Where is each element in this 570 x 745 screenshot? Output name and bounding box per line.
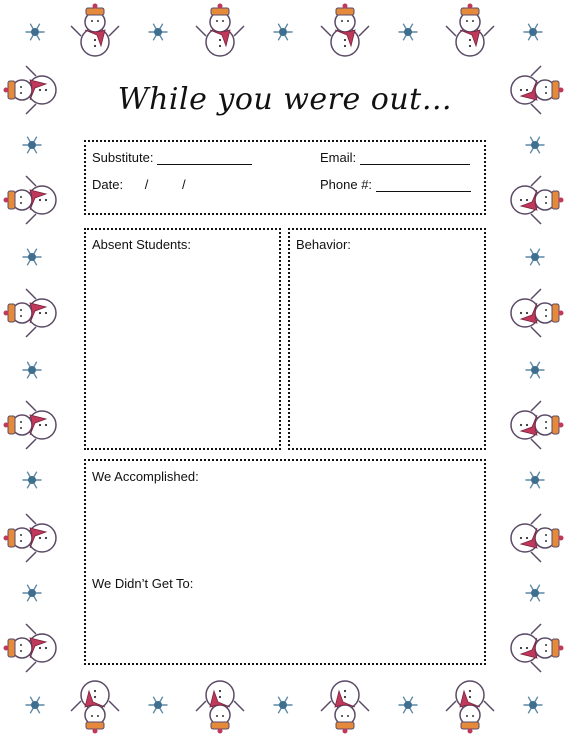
- email-label: Email:: [320, 150, 357, 165]
- date-separator: /: [181, 177, 186, 192]
- didnt-get-to-label: We Didn’t Get To:: [92, 576, 194, 591]
- snowman-icon: [446, 681, 494, 734]
- snowman-icon: [4, 514, 57, 562]
- phone-label: Phone #:: [320, 177, 373, 192]
- snowman-icon: [71, 681, 119, 734]
- date-separator: /: [144, 177, 149, 192]
- snowflake-icon: [526, 362, 544, 378]
- snowflake-icon: [524, 24, 542, 40]
- snowflake-icon: [23, 472, 41, 488]
- snowflake-icon: [399, 697, 417, 713]
- snowman-icon: [511, 66, 564, 114]
- snowman-icon: [4, 401, 57, 449]
- snowman-icon: [321, 681, 369, 734]
- snowflake-icon: [23, 249, 41, 265]
- snowman-icon: [71, 4, 119, 57]
- snowman-icon: [511, 176, 564, 224]
- snowflake-icon: [524, 697, 542, 713]
- snowflake-icon: [526, 585, 544, 601]
- snowman-icon: [511, 514, 564, 562]
- snowman-icon: [446, 4, 494, 57]
- behavior-label: Behavior:: [296, 237, 351, 252]
- page-title: While you were out…: [117, 82, 453, 117]
- snowman-icon: [196, 4, 244, 57]
- snowflake-icon: [23, 137, 41, 153]
- absent-students-label: Absent Students:: [92, 237, 192, 252]
- snowman-icon: [4, 176, 57, 224]
- snowflake-icon: [149, 24, 167, 40]
- snowflake-icon: [23, 585, 41, 601]
- snowman-icon: [4, 624, 57, 672]
- snowman-icon: [4, 289, 57, 337]
- snowflake-icon: [23, 362, 41, 378]
- snowflake-icon: [399, 24, 417, 40]
- snowflake-icon: [526, 472, 544, 488]
- snowman-icon: [511, 401, 564, 449]
- accomplished-label: We Accomplished:: [92, 469, 199, 484]
- snowman-icon: [321, 4, 369, 57]
- snowman-icon: [4, 66, 57, 114]
- snowflake-icon: [149, 697, 167, 713]
- snowflake-icon: [526, 249, 544, 265]
- date-label: Date:: [92, 177, 124, 192]
- snowflake-icon: [26, 24, 44, 40]
- snowflake-icon: [26, 697, 44, 713]
- snowman-icon: [511, 289, 564, 337]
- snowflake-icon: [526, 137, 544, 153]
- snowflake-icon: [274, 697, 292, 713]
- substitute-label: Substitute:: [92, 150, 154, 165]
- snowflake-icon: [274, 24, 292, 40]
- snowman-icon: [511, 624, 564, 672]
- snowman-icon: [196, 681, 244, 734]
